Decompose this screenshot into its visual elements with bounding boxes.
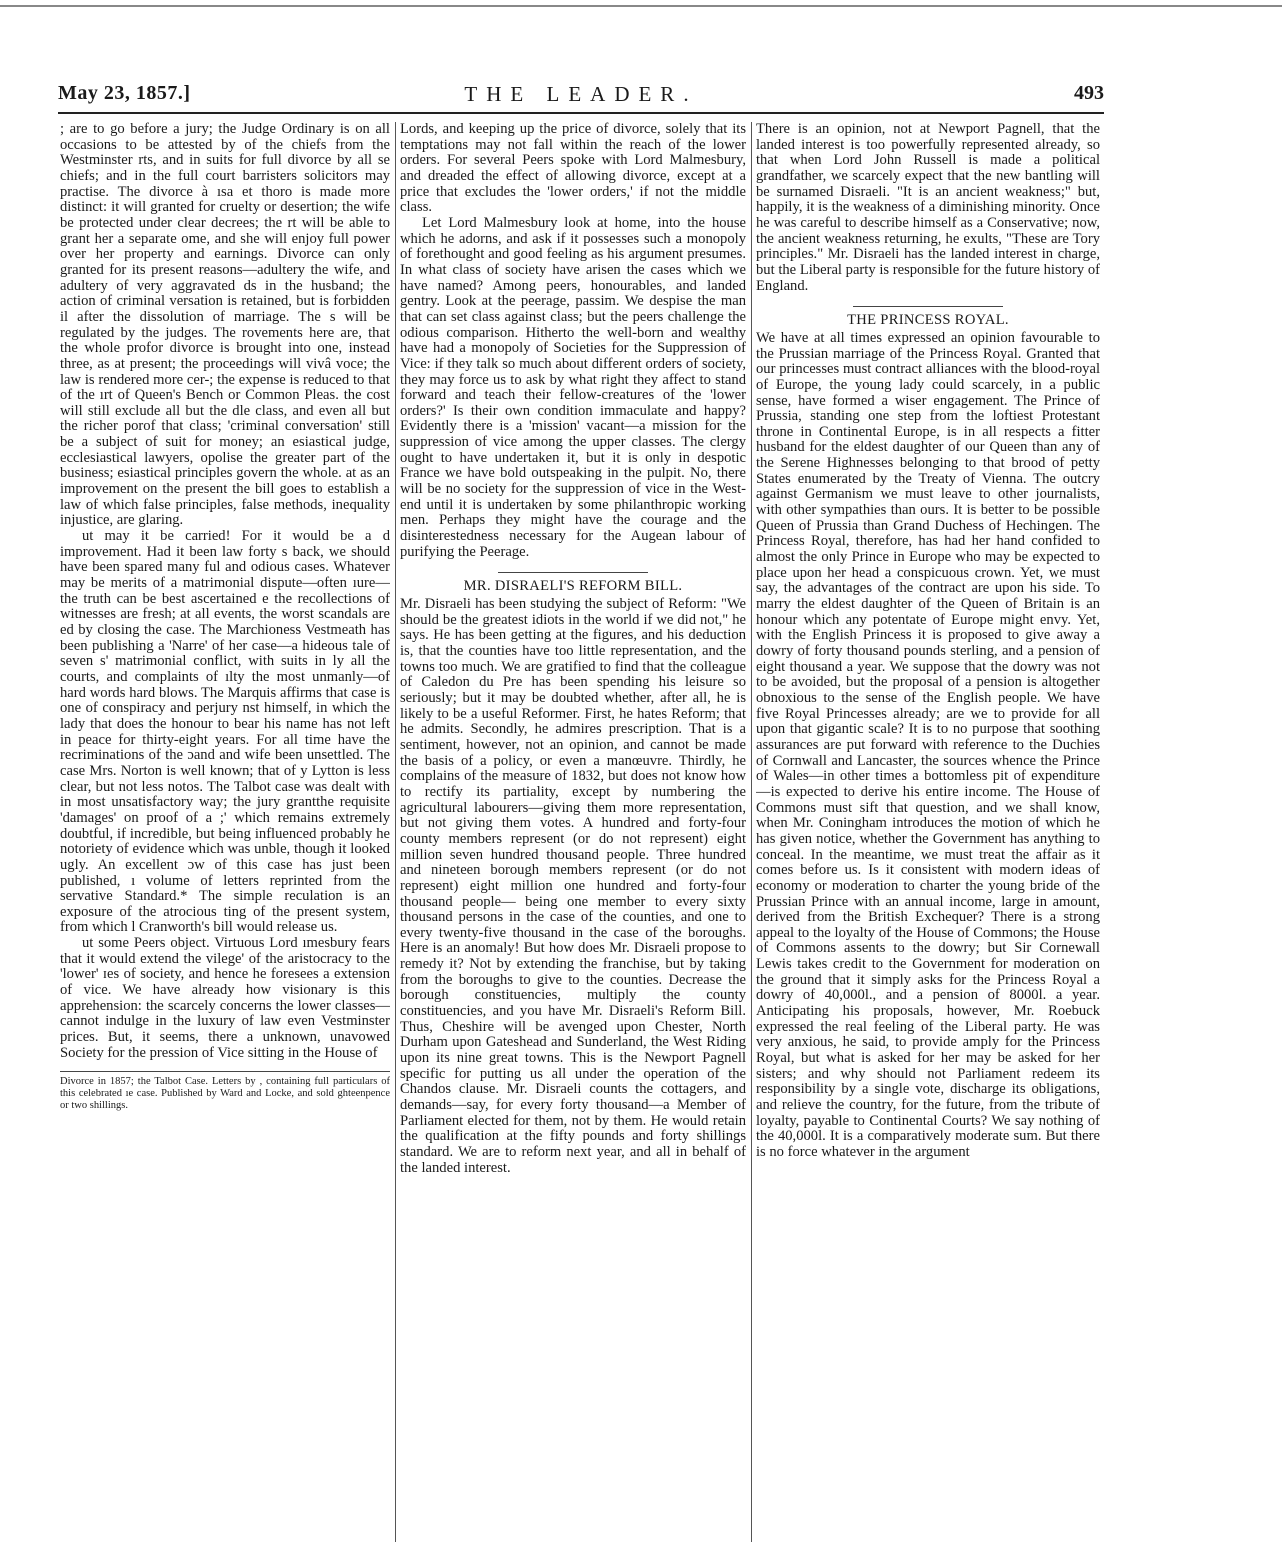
top-rule [0, 5, 1282, 7]
column-1 [60, 122, 390, 1542]
masthead [58, 82, 1104, 108]
column-3 [756, 122, 1100, 1542]
section-rule [853, 306, 1003, 307]
issue-date: May 23, 1857.] [58, 82, 191, 104]
newspaper-title: THE LEADER. [464, 82, 698, 106]
article-paragraph: There is an opinion, not at Newport Pagnell, that the landed interest is too powerfully represented already, so that when Lord John Russell is made a political grandfather, we scarcely expect that the new bantling will be surnamed Disraeli. "It is an ancient weakness;" but, happily, it is the weakness of a diminishing minority. Once he was careful to describe himself as a Conservative; now, the ancient weakness returning, he exults, "These are Tory principles." Mr. Disraeli has the landed interest in charge, but the Liberal party is responsible for the future history of England. [756, 122, 1100, 294]
article-paragraph: ; are to go before a jury; the Judge Ordinary is on all occasions to be attested by of the chiefs from the Westminster rts, and in suits for full divorce by all se chiefs; and in the full court barristers solicitors may practise. The divorce à ısa et thoro is made more distinct: it will granted for cruelty or desertion; the wife be protected under clear decrees; the rt will be able to grant her a separate ome, and she will enjoy full power over her property and earnings. Divorce can only granted for its present reasons—adultery the wife, and adultery of very aggravated ds in the husband; the action of criminal versation is retained, but is forbidden il after the dissolution of marriage. The s will be regulated by the judges. The rovements here are, that the whole profor divorce is brought into one, instead three, as at present; the proceedings will vivâ voce; the law is rendered more cer-; the expense is reduced to that of the ırt of Queen's Bench or Common Pleas. the cost will still exclude all but the dle class, and even all but the richer porof that class; 'criminal conversation' still be a subject of suit for money; an esiastical judge, ecclesiastical lawyers, opolise the greater part of the business; esiastical principles govern the whole. at as an improvement on the present the bill goes to establish a law of which false principles, false methods, inequality injustice, are glaring. [60, 122, 390, 529]
article-paragraph: Let Lord Malmesbury look at home, into the house which he adorns, and ask if it possesses such a monopoly of forethought and good feeling as his argument presumes. In what class of society have arisen the cases which we have named? Among peers, honourables, and landed gentry. Look at the peerage, passim. We despise the man that can set class against class; but the peers challenge the odious comparison. Hitherto the well-born and wealthy have had a monopoly of Societies for the Suppression of Vice: if they talk so much about different orders of society, they may force us to ask by what right they affect to stand forward and teach their fellow-creatures of the 'lower orders?' Is their own condition immaculate and happy? Evidently there is a 'mission' vacant—a mission for the suppression of vice among the upper classes. The clergy ought to have undertaken it, but it is only in despotic France we have bold outspeaking in the pulpit. No, there will be no society for the suppression of vice in the West-end until it is undertaken by some philanthropic working men. Perhaps they might have the courage and the disinterestedness necessary for the Augean labour of purifying the Peerage. [400, 214, 746, 560]
article-paragraph: ut may it be carried! For it would be a d improvement. Had it been law forty s back, we should have been spared many ful and odious cases. Whatever may be merits of a matrimonial dispute—often ıure—the truth can be best ascertained e the recollections of witnesses are fresh; at all events, the worst scandals are ed by closing the case. The Marchioness Vestmeath has been publishing a 'Narre' of her case—a hideous tale of seven s' matrimonial conflict, with suits in ly all the courts, and complaints of ılty the most unmanly—of hard words hard blows. The Marquis affirms that case is one of conspiracy and perjury nst himself, in which the lady that does the honour to bear his name has not left in peace for thirty-eight years. For all time have the recriminations of the ɔand and wife been unsettled. The case Mrs. Norton is well known; that of y Lytton is less clear, but not less notos. The Talbot case was dealt with in most unsatisfactory way; the jury grantthe requisite 'damages' on proof of a ;' which remains extremely doubtful, if incredible, but being influenced probably he notoriety of evidence which was unble, though it looked ugly. An excellent ɔw of this case has just been published, ı volume of letters reprinted from the servative Standard.* The simple reculation is an exposure of the atrocious ting of the present system, from which l Cranworth's bill would release us. [60, 528, 390, 936]
section-heading-disraeli-reform-bill: MR. DISRAELI'S REFORM BILL. [463, 578, 683, 595]
footnote: Divorce in 1857; the Talbot Case. Letters by , containing full particulars of this celebrated ıe case. Published by Ward and Locke, and sold ghteenpence or two shillings. [60, 1076, 390, 1112]
section-heading-princess-royal: THE PRINCESS ROYAL. [847, 312, 1009, 329]
article-paragraph: Lords, and keeping up the price of divorce, solely that its temptations may not fall within the reach of the lower orders. For several Peers spoke with Lord Malmesbury, and dreaded the effect of allowing divorce, except at a price that excludes the 'lower orders,' if not the middle class. [400, 122, 746, 216]
column-divider [395, 122, 396, 1542]
footnote-rule [60, 1071, 390, 1072]
section-rule [498, 572, 648, 573]
article-paragraph: Mr. Disraeli has been studying the subject of Reform: "We should be the greatest idiots in the world if we did not," he says. He has been getting at the figures, and his deduction is, that the counties have too little representation, and the towns too much. We are gratified to find that the colleague of Caledon du Pre has been spending his leisure so seriously; but it may be doubted whether, after all, he is likely to be a useful Reformer. First, he hates Reform; that he admits. Secondly, he admires prescription. That is a sentiment, however, not an opinion, and cannot be made the basis of a policy, or even a manœuvre. Thirdly, he complains of the measure of 1832, but does not know how to rectify its partiality, except by numbering the agricultural labourers—giving them more representation, but not giving them votes. A hundred and forty-four county members represent (or do not represent) eight million seven hundred thousand people. Three hundred and nineteen borough members represent (or do not represent) eight million one hundred and forty-four thousand people— being one member to every sixty thousand persons in the case of the counties, and one to every twenty-five thousand in the case of the boroughs. Here is an anomaly! But how does Mr. Disraeli propose to remedy it? Not by extending the franchise, but by taking from the boroughs to give to the counties. Decrease the borough constituencies, multiply the county constituencies, and you have Mr. Disraeli's Reform Bill. Thus, Cheshire will be avenged upon Chester, North Durham upon Gateshead and Sunderland, the West Riding upon its nine great towns. This is the Newport Pagnell specific for putting us all under the operation of the Chandos clause. Mr. Disraeli counts the cottagers, and demands—say, for every forty thousand—a Member of Parliament elected for them, not by them. He would retain the qualification at the fifty pounds and forty shillings standard. We are to reform next year, and all in behalf of the landed interest. [400, 596, 746, 1176]
article-paragraph: We have at all times expressed an opinion favourable to the Prussian marriage of the Princess Royal. Granted that our princesses must contract alliances with the blood-royal of Europe, the young lady could scarcely, in a public sense, have formed a wiser engagement. The Prince of Prussia, standing one step from the loftiest Protestant throne in Continental Europe, is in all respects a fitter husband for the eldest daughter of our Queen than any of the Serene Highnesses belonging to that brood of petty States enumerated by the Treaty of Vienna. The outcry against Germanism we must leave to other journalists, with other sympathies than ours. It is better to be possible Queen of Prussia than Grand Duchess of Hechingen. The Princess Royal, therefore, has had her hand confided to almost the only Prince in Europe who may be expected to place upon her head a conspicuous crown. Yet, we must say, the advantages of the contract are upon his side. To marry the eldest daughter of the Queen of Britain is an honour which any potentate of Europe might envy. Yet, with the English Princess it is proposed to give away a dowry of forty thousand pounds sterling, and a pension of eight thousand a year. We suppose that the dowry was not to be avoided, but the proposal of a pension is altogether obnoxious to the sense of the English people. We have five Royal Princesses already; are we to provide for all upon that gigantic scale? It is to no purpose that soothing assurances are put forward with reference to the Duchies of Cornwall and Lancaster, the sources whence the Prince of Wales—in other times a bottomless pit of expenditure—is expected to derive his entire income. The House of Commons must sift that question, and we shall know, when Mr. Coningham introduces the motion of which he has given notice, whether the Government has anything to conceal. In the meantime, we must treat the affair as it comes before us. Is it consistent with modern ideas of economy or moderation to charter the young bride of the Prussian Prince with an annual income, large in amount, derived from the British Exchequer? There is a strong appeal to the loyalty of the House of Commons; the House of Commons assents to the dowry; but Sir Cornewall Lewis takes credit to the Government for moderation on the ground that it simply asks for the Princess Royal a dowry of 40,000l., and a pension of 8000l. a year. Anticipating his proposals, however, Mr. Roebuck expressed the real feeling of the Liberal party. He was very anxious, he said, to provide amply for the Princess Royal, but what is asked for her may be asked for her sisters; and why should not Parliament redeem its responsibility by a single vote, discharge its obligations, and relieve the country, for the future, from the tribute of loyalty, payable to Continental Courts? We say nothing of the 40,000l. It is a comparatively moderate sum. But there is no force whatever in the argument [756, 329, 1100, 1160]
article-paragraph: ut some Peers object. Virtuous Lord ımesbury fears that it would extend the vilege' of the aristocracy to the 'lower' ɪes of society, and hence he foresees a extension of vice. We have already how visionary is this apprehension: the scarcely concerns the lower classes— cannot indulge in the luxury of law even Vestminster prices. But, it seems, there a unknown, unavowed Society for the pression of Vice sitting in the House of [60, 935, 390, 1061]
masthead-rule [58, 112, 1104, 114]
column-2 [400, 122, 746, 1542]
column-divider [751, 122, 752, 1542]
page-number: 493 [1074, 82, 1104, 104]
